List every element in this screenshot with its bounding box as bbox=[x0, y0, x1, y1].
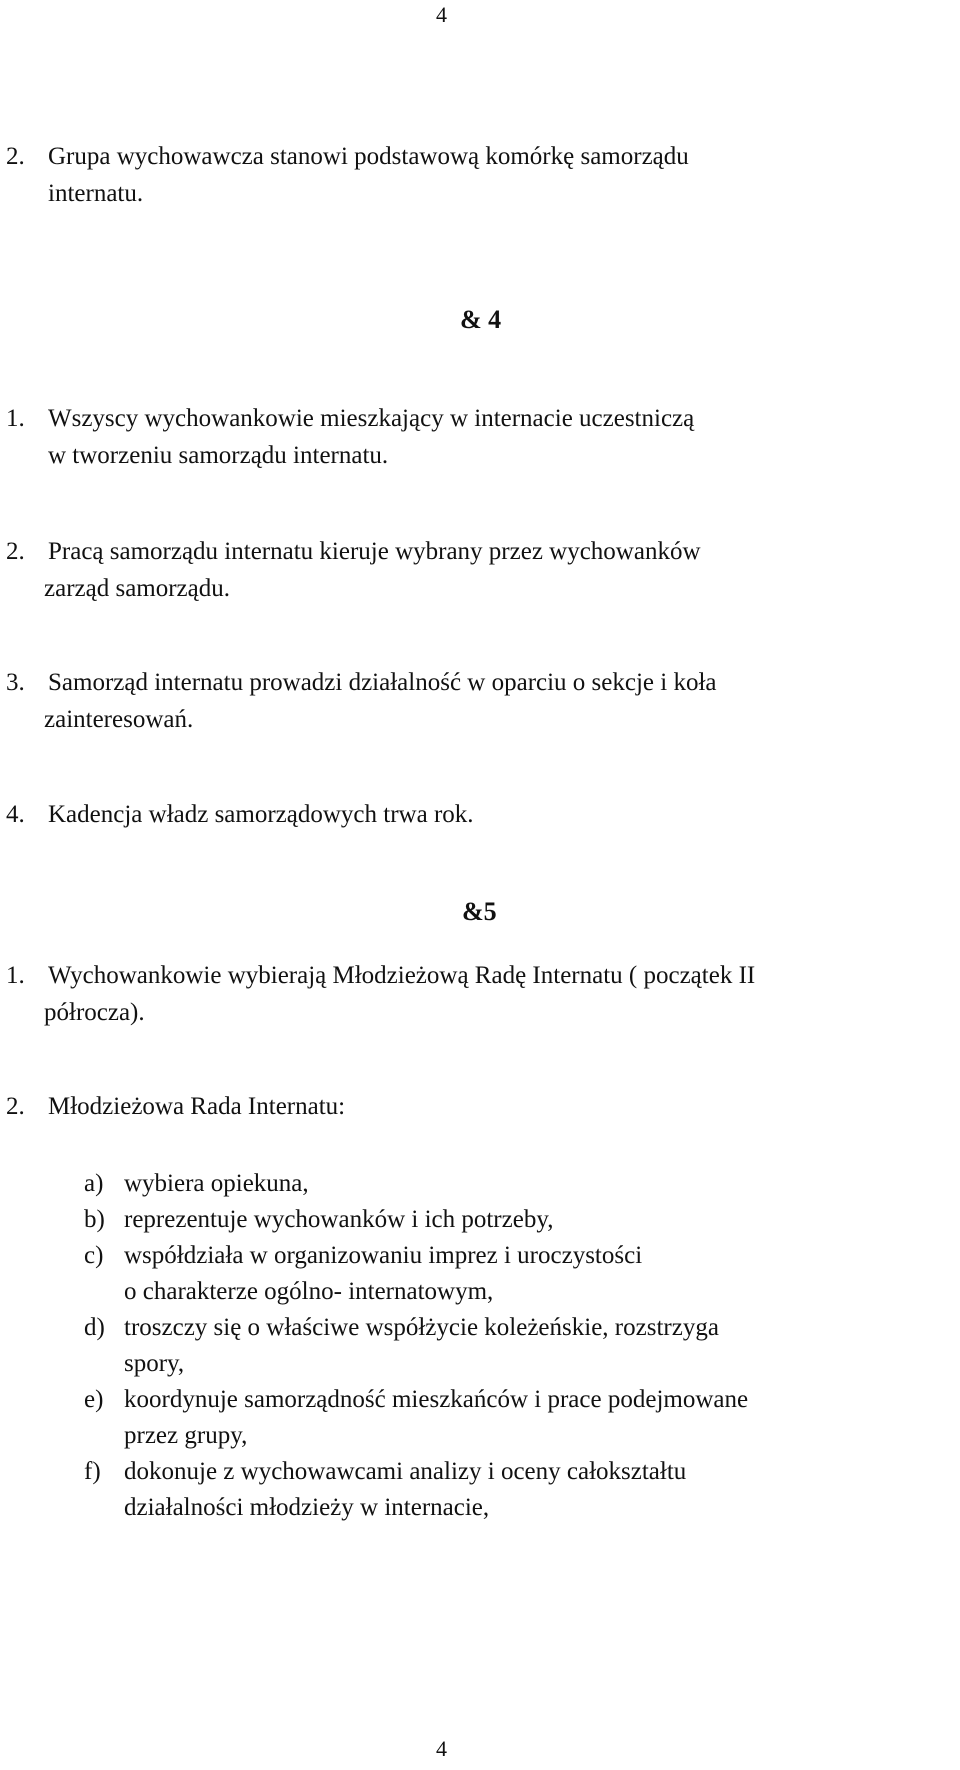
intro-item-text: Grupa wychowawcza stanowi podstawową komórkę samorządu bbox=[48, 143, 689, 170]
subitem-e-text: koordynuje samorządność mieszkańców i prace podejmowane bbox=[124, 1386, 749, 1413]
page-number-bottom: 4 bbox=[436, 1736, 447, 1761]
subitem-a-text: wybiera opiekuna, bbox=[124, 1170, 309, 1197]
s4-item2-number: 2. bbox=[6, 538, 25, 565]
s4-item3-number: 3. bbox=[6, 669, 25, 696]
s5-item1-text: Wychowankowie wybierają Młodzieżową Radę Internatu ( początek II bbox=[48, 962, 756, 989]
subitem-d-letter: d) bbox=[84, 1314, 105, 1341]
s5-item1-number: 1. bbox=[6, 962, 25, 989]
subitem-c bbox=[84, 1237, 642, 1274]
subitem-b bbox=[84, 1201, 553, 1238]
s4-item1-number: 1. bbox=[6, 405, 25, 432]
subitem-f bbox=[84, 1453, 686, 1490]
s4-item2-line2: zarząd samorządu. bbox=[44, 575, 230, 602]
subitem-b-letter: b) bbox=[84, 1206, 105, 1233]
s4-item3-line1 bbox=[6, 664, 717, 701]
subitem-f-letter: f) bbox=[84, 1458, 101, 1485]
section-5-heading: &5 bbox=[462, 897, 497, 926]
s5-item2-text: Młodzieżowa Rada Internatu: bbox=[48, 1093, 346, 1120]
intro-item-line1 bbox=[6, 138, 689, 175]
s5-item2-line1 bbox=[6, 1088, 345, 1125]
s5-item2-number: 2. bbox=[6, 1093, 25, 1120]
s4-item3-text: Samorząd internatu prowadzi działalność w oparciu o sekcje i koła bbox=[48, 669, 717, 696]
subitem-c-line2: o charakterze ogólno- internatowym, bbox=[124, 1278, 494, 1305]
subitem-a-letter: a) bbox=[84, 1170, 104, 1197]
subitem-b-text: reprezentuje wychowanków i ich potrzeby, bbox=[124, 1206, 554, 1233]
subitem-c-text: współdziała w organizowaniu imprez i uroczystości bbox=[124, 1242, 643, 1269]
s4-item2-line1 bbox=[6, 533, 701, 570]
s4-item1-line1 bbox=[6, 400, 694, 437]
subitem-c-letter: c) bbox=[84, 1242, 104, 1269]
s4-item1-line2: w tworzeniu samorządu internatu. bbox=[48, 442, 389, 469]
subitem-d-line2: spory, bbox=[124, 1350, 185, 1377]
s5-item1-line1 bbox=[6, 957, 755, 994]
s4-item4-text: Kadencja władz samorządowych trwa rok. bbox=[48, 801, 474, 828]
subitem-e-letter: e) bbox=[84, 1386, 104, 1413]
s4-item3-line2: zainteresowań. bbox=[44, 706, 194, 733]
s5-item1-line2: półrocza). bbox=[44, 999, 145, 1026]
subitem-f-line2: działalności młodzieży w internacie, bbox=[124, 1494, 490, 1521]
subitem-e-line2: przez grupy, bbox=[124, 1422, 248, 1449]
subitem-e bbox=[84, 1381, 748, 1418]
subitem-f-text: dokonuje z wychowawcami analizy i oceny całokształtu bbox=[124, 1458, 687, 1485]
page-number-top: 4 bbox=[436, 2, 447, 27]
intro-item-number: 2. bbox=[6, 143, 25, 170]
subitem-d-text: troszczy się o właściwe współżycie koleżeńskie, rozstrzyga bbox=[124, 1314, 719, 1341]
s4-item1-text: Wszyscy wychowankowie mieszkający w internacie uczestniczą bbox=[48, 405, 695, 432]
subitem-d bbox=[84, 1309, 719, 1346]
s4-item4-line1 bbox=[6, 796, 474, 833]
intro-item-line2: internatu. bbox=[48, 180, 144, 207]
s4-item4-number: 4. bbox=[6, 801, 25, 828]
s4-item2-text: Pracą samorządu internatu kieruje wybrany przez wychowanków bbox=[48, 538, 701, 565]
subitem-a bbox=[84, 1165, 309, 1202]
section-4-heading: & 4 bbox=[460, 305, 502, 334]
